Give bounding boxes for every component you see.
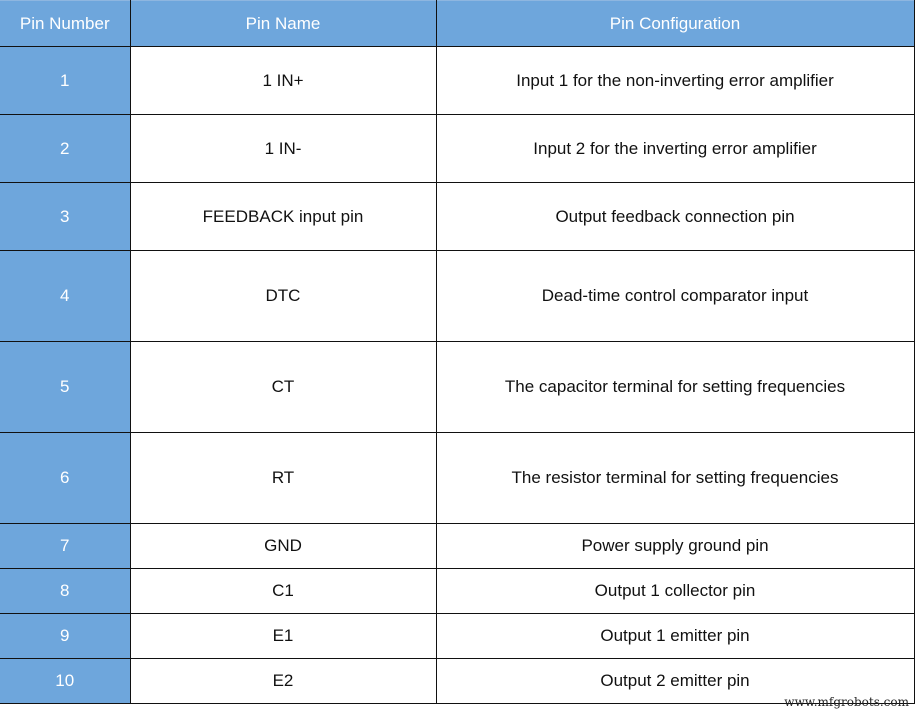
table-row: [0, 47, 914, 115]
pin-number-cell: 6: [0, 433, 130, 524]
header-pin-name: Pin Name: [130, 1, 436, 47]
table-row: [0, 183, 914, 251]
table-row: [0, 569, 914, 614]
pin-config-cell: The resistor terminal for setting frequencies: [436, 433, 914, 524]
pin-number-cell: 1: [0, 47, 130, 115]
pin-config-cell: Input 2 for the inverting error amplifier: [436, 115, 914, 183]
table-row: [0, 115, 914, 183]
pin-name-cell: 1 IN+: [130, 47, 436, 115]
pin-number-cell: 9: [0, 614, 130, 659]
pin-name-cell: C1: [130, 569, 436, 614]
pin-name-cell: GND: [130, 524, 436, 569]
pin-name-cell: RT: [130, 433, 436, 524]
pin-config-cell: Output 2 emitter pin: [436, 659, 914, 704]
header-pin-configuration: Pin Configuration: [436, 1, 914, 47]
pin-number-cell: 8: [0, 569, 130, 614]
table-row: [0, 433, 914, 524]
pin-config-cell: Output 1 emitter pin: [436, 614, 914, 659]
pin-number-cell: 5: [0, 342, 130, 433]
watermark: www.mfgrobots.com: [784, 695, 909, 709]
pin-number-cell: 3: [0, 183, 130, 251]
table-row: [0, 614, 914, 659]
pin-number-cell: 4: [0, 251, 130, 342]
pin-name-cell: CT: [130, 342, 436, 433]
table-row: [0, 659, 914, 704]
header-pin-number: Pin Number: [0, 1, 130, 47]
pin-name-cell: E1: [130, 614, 436, 659]
pin-name-cell: E2: [130, 659, 436, 704]
pin-name-cell: FEEDBACK input pin: [130, 183, 436, 251]
pin-config-cell: Power supply ground pin: [436, 524, 914, 569]
pin-name-cell: 1 IN-: [130, 115, 436, 183]
pin-config-cell: Output 1 collector pin: [436, 569, 914, 614]
pin-name-cell: DTC: [130, 251, 436, 342]
pin-config-cell: Input 1 for the non-inverting error amplifier: [436, 47, 914, 115]
pin-number-cell: 2: [0, 115, 130, 183]
pin-config-cell: Dead-time control comparator input: [436, 251, 914, 342]
pin-config-cell: The capacitor terminal for setting frequencies: [436, 342, 914, 433]
pin-config-cell: Output feedback connection pin: [436, 183, 914, 251]
table-row: [0, 342, 914, 433]
pin-number-cell: 10: [0, 659, 130, 704]
pin-number-cell: 7: [0, 524, 130, 569]
table-row: [0, 251, 914, 342]
table-row: [0, 524, 914, 569]
header-row: [0, 1, 914, 47]
